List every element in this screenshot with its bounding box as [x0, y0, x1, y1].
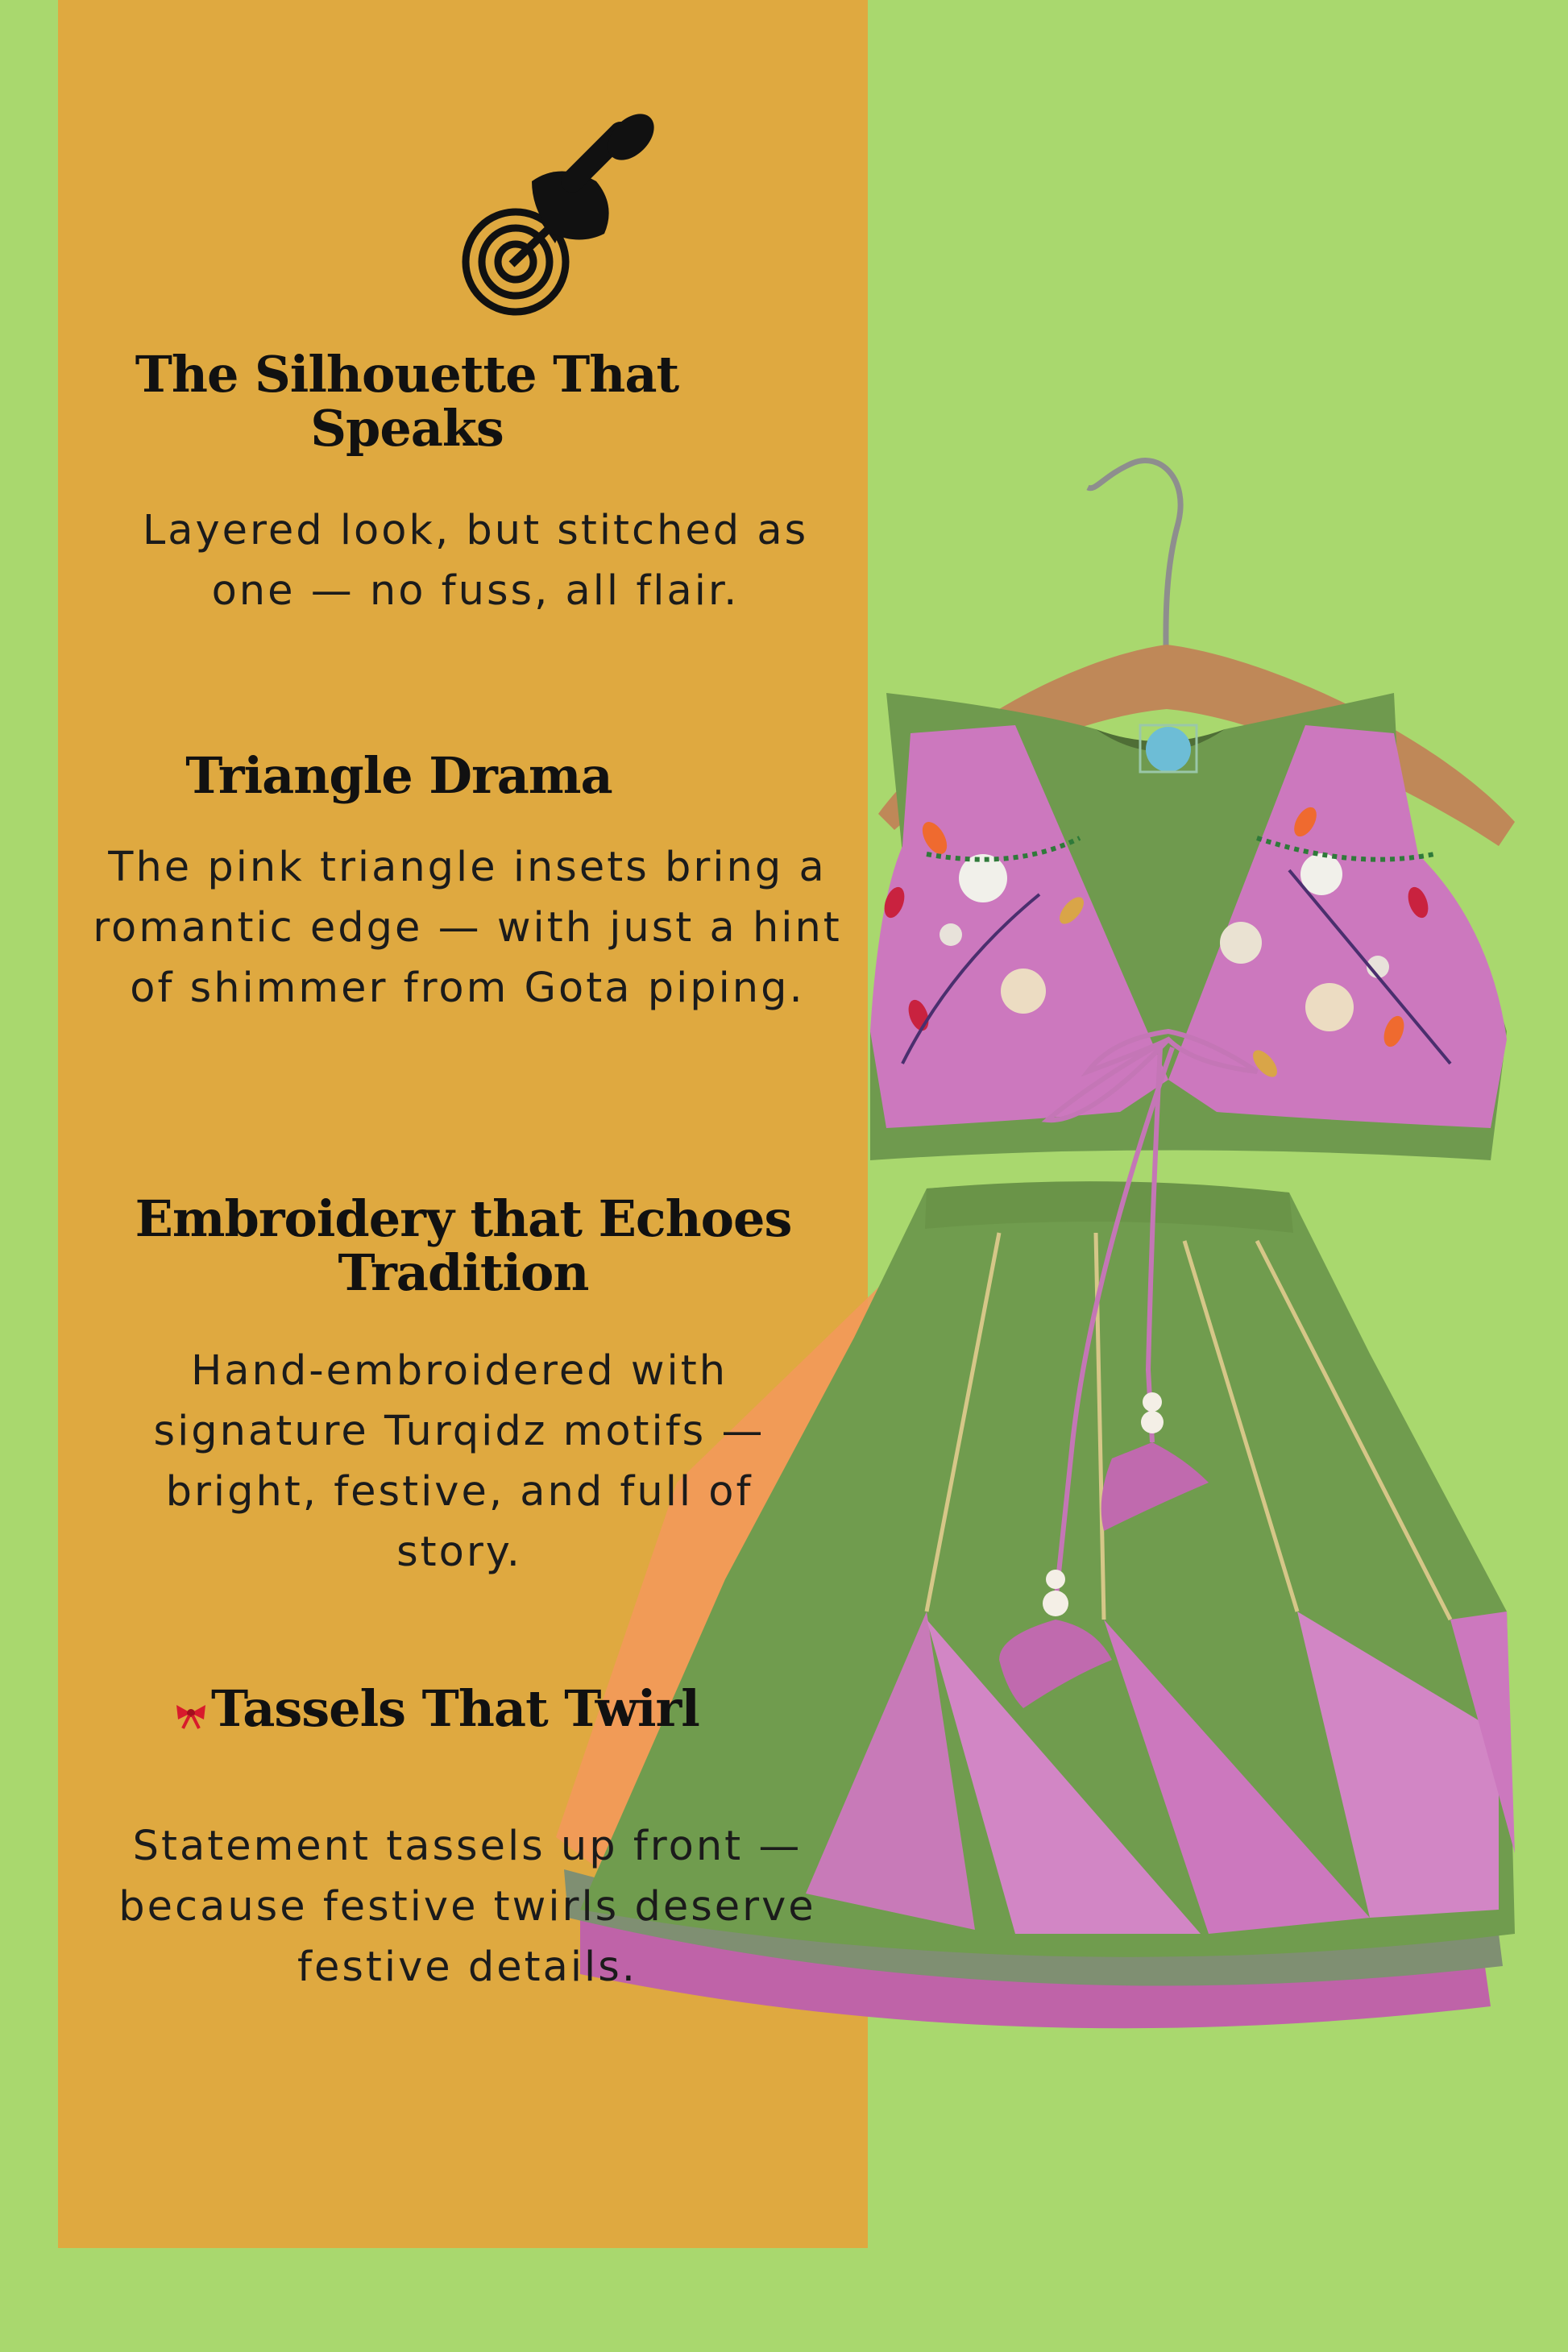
ribbon-bow-icon: [173, 1702, 209, 1729]
section-title-triangle: Triangle Drama: [185, 746, 612, 805]
target-pushpin-icon: [455, 105, 669, 318]
section-text-tassels: Statement tassels up front — because festive twirls deserve festive details.: [118, 1823, 816, 1991]
section-title-embroidery: Embroidery that Echoes Tradition: [135, 1189, 792, 1302]
section-text-triangle: The pink triangle insets bring a romantic edge — with just a hint of shimmer from Gota piping.: [93, 844, 842, 1012]
section-text-silhouette: Layered look, but stitched as one — no fuss, all flair.: [142, 507, 809, 615]
section-title-tassels: Tassels That Twirl: [211, 1679, 699, 1738]
section-text-embroidery: Hand-embroidered with signature Turqidz motifs — bright, festive, and full of story.: [153, 1347, 765, 1576]
hanger-hook: [1088, 461, 1180, 677]
section-title-silhouette: The Silhouette That Speaks: [135, 345, 679, 458]
brand-label: [1146, 727, 1191, 772]
